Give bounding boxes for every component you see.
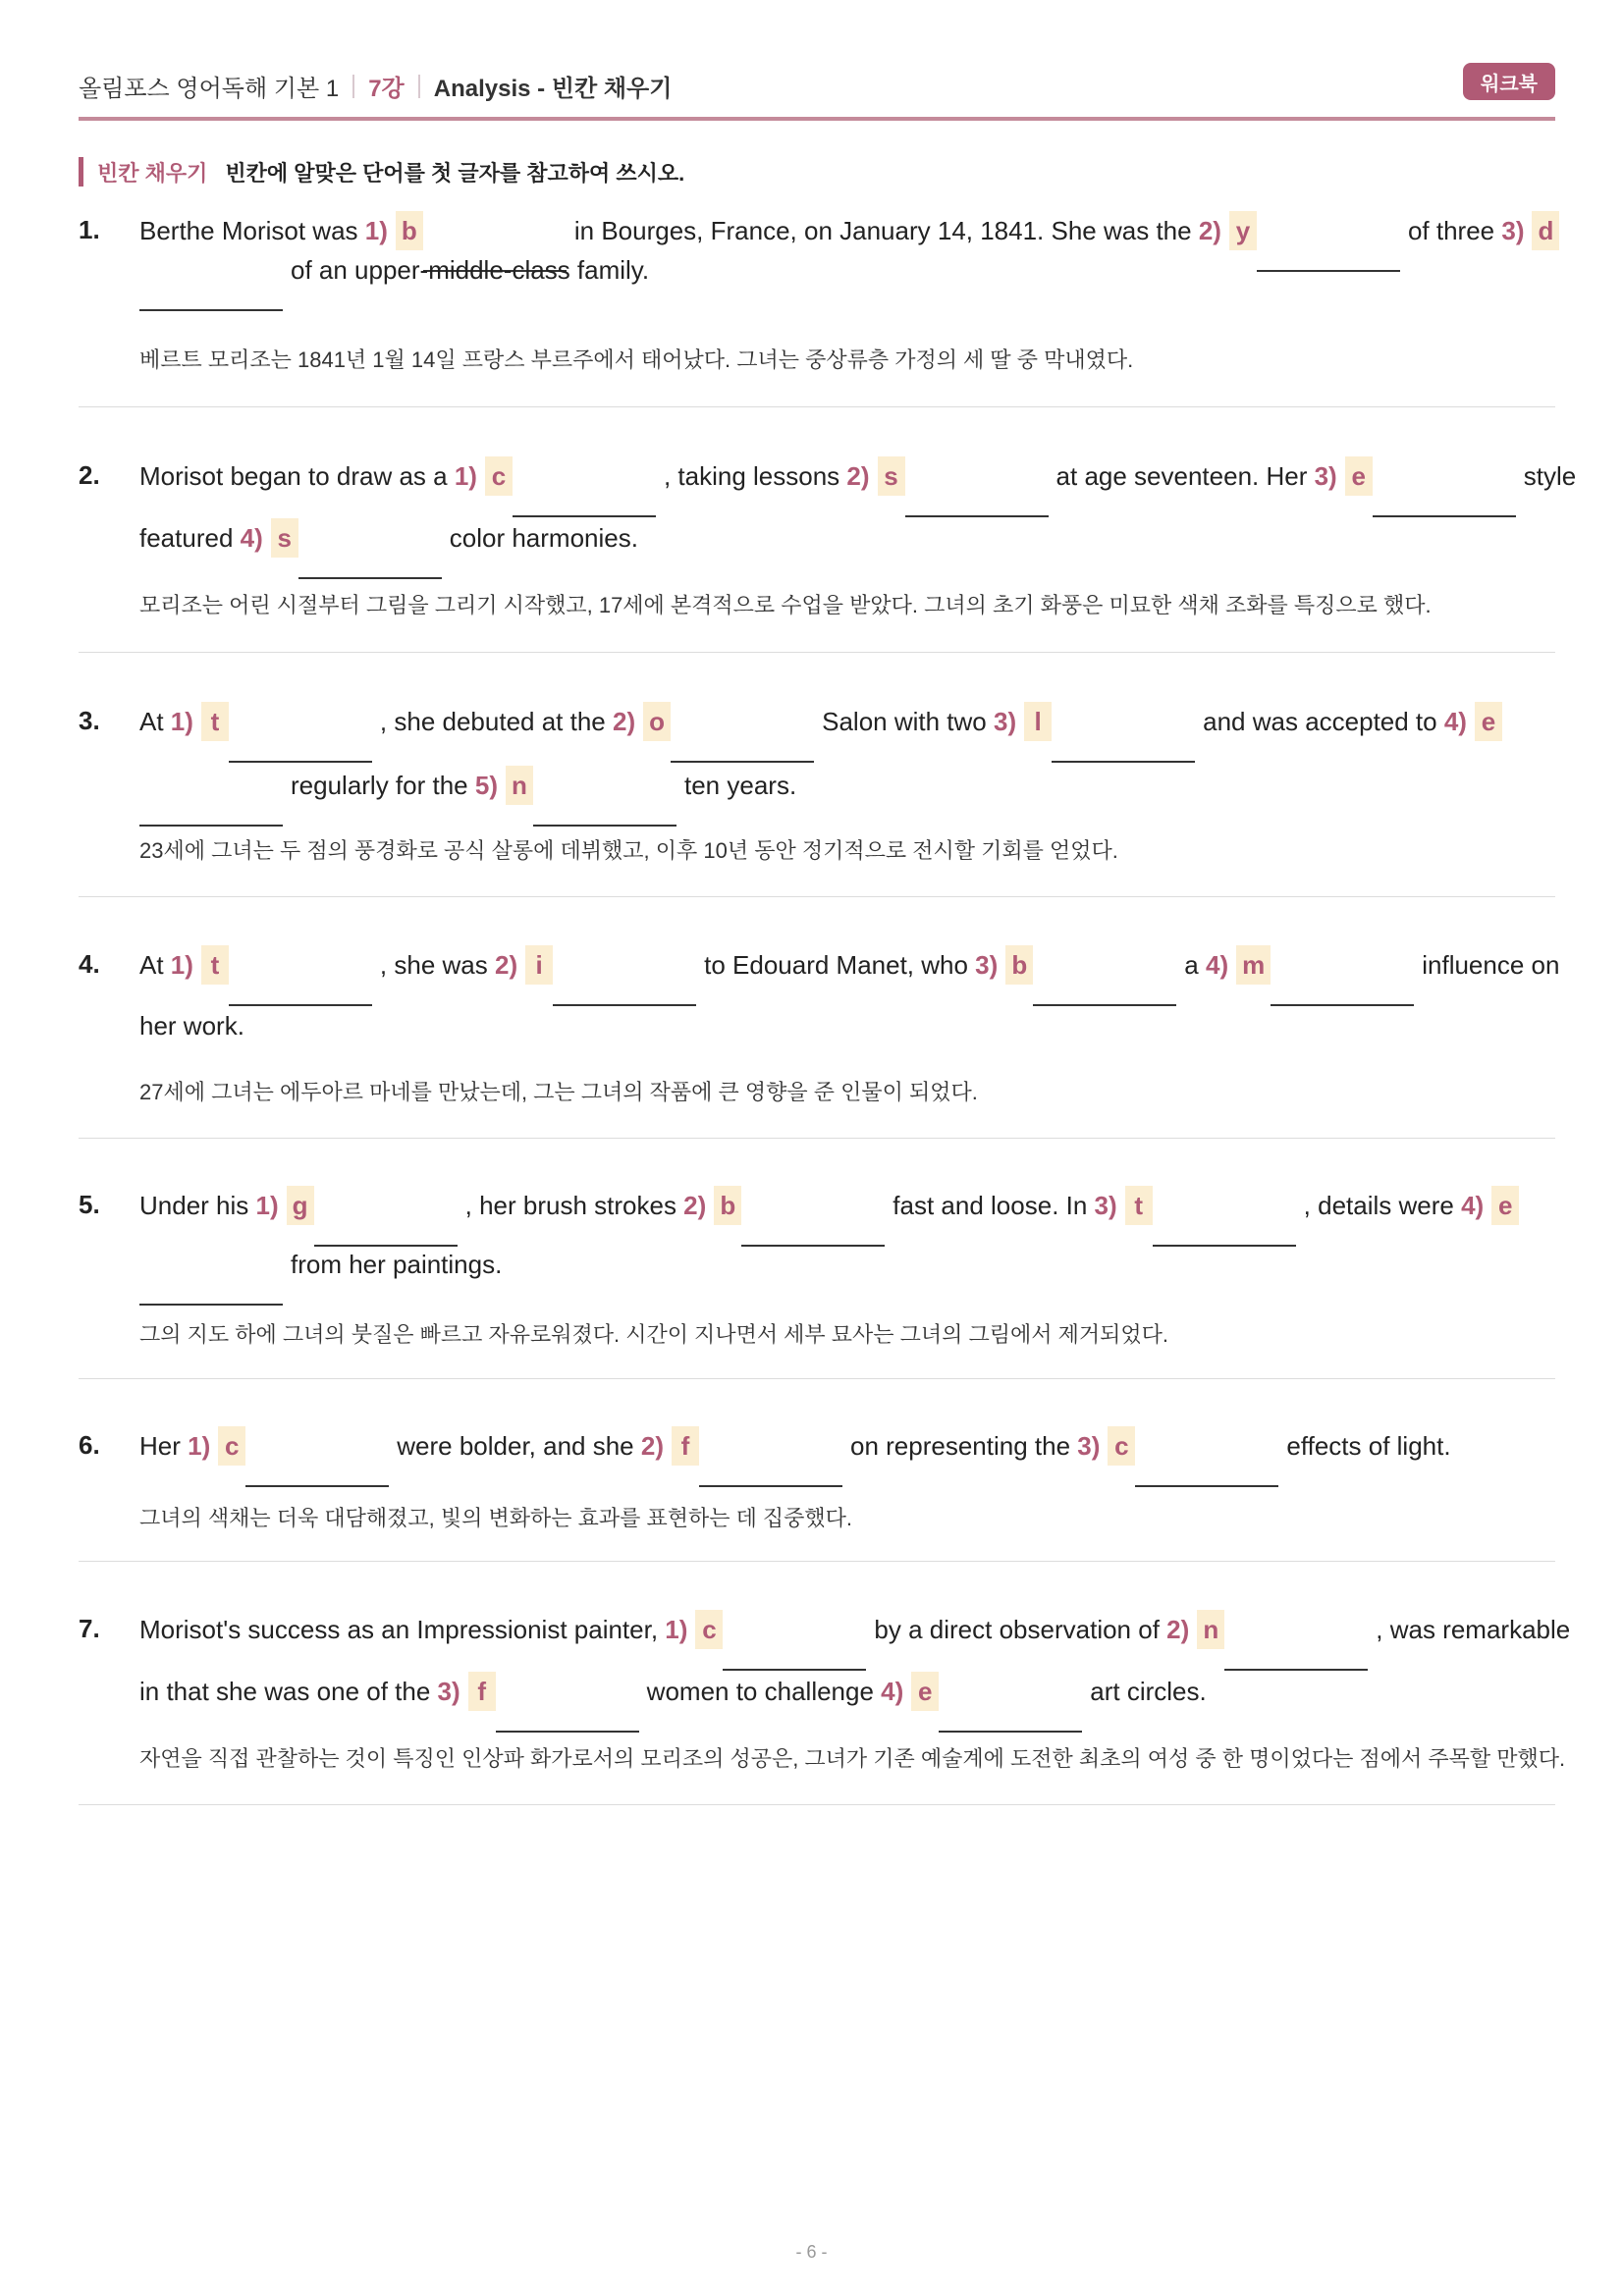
sentence-text: effects of light. xyxy=(1286,1431,1451,1461)
answer-blank[interactable] xyxy=(671,721,814,763)
blank-number: 3) xyxy=(1314,461,1337,491)
sentence-text: regularly for the xyxy=(291,771,475,800)
sentence-text: women to challenge xyxy=(646,1677,882,1706)
question-number: 5. xyxy=(79,1190,100,1219)
question-2 xyxy=(79,456,1577,652)
answer-blank[interactable] xyxy=(1224,1629,1368,1671)
sentence-text: on representing the xyxy=(850,1431,1078,1461)
sentence-line xyxy=(139,1006,1555,1045)
question-4 xyxy=(79,945,1560,1138)
sentence-line xyxy=(139,518,1555,560)
answer-blank[interactable] xyxy=(229,965,372,1006)
blank-number: 3) xyxy=(1094,1191,1117,1220)
sentence-text: , she was xyxy=(379,950,495,980)
question-number: 4. xyxy=(79,949,100,979)
sentence-text: from her paintings. xyxy=(291,1250,503,1279)
first-letter-hint: s xyxy=(271,518,298,558)
first-letter-hint: c xyxy=(695,1610,723,1649)
first-letter-hint: t xyxy=(201,945,229,985)
blank-number: 1) xyxy=(665,1615,688,1644)
first-letter-hint: e xyxy=(1491,1186,1519,1225)
question-number: 1. xyxy=(79,215,100,244)
first-letter-hint: g xyxy=(287,1186,314,1225)
book-title: 올림포스 영어독해 기본 1 xyxy=(79,76,340,102)
blank-number: 1) xyxy=(188,1431,211,1461)
first-letter-hint: t xyxy=(201,702,229,741)
korean-translation: 23세에 그녀는 두 점의 풍경화로 공식 살롱에 데뷔했고, 이후 10년 동안 정기적으로 전시할 기회를 얻었다. xyxy=(139,838,1118,863)
header-separator xyxy=(418,75,420,98)
first-letter-hint: b xyxy=(396,211,423,250)
sentence-text: At xyxy=(139,707,171,736)
answer-blank[interactable] xyxy=(1271,965,1414,1006)
blank-number: 2) xyxy=(1166,1615,1190,1644)
korean-translation: 모리조는 어린 시절부터 그림을 그리기 시작했고, 17세에 본격적으로 수업을 받았다. 그녀의 초기 화풍은 미묘한 색채 조화를 특징으로 했다. xyxy=(139,593,1432,617)
answer-blank[interactable] xyxy=(939,1691,1082,1733)
header-separator xyxy=(352,75,354,98)
answer-blank[interactable] xyxy=(1153,1205,1296,1247)
sentence-text: ten years. xyxy=(684,771,797,800)
blank-number: 2) xyxy=(640,1431,664,1461)
sentence-text: of three xyxy=(1407,216,1502,245)
answer-blank[interactable] xyxy=(139,1264,283,1306)
sentence-line xyxy=(139,1245,1555,1286)
answer-blank[interactable] xyxy=(723,1629,866,1671)
sentence-text: at age seventeen. Her xyxy=(1055,461,1315,491)
answer-blank[interactable] xyxy=(229,721,372,763)
question-6 xyxy=(79,1426,1555,1561)
sentence-text: fast and loose. In xyxy=(893,1191,1095,1220)
sentence-text: featured xyxy=(139,523,241,553)
question-divider xyxy=(79,406,1555,407)
workbook-badge: 워크북 xyxy=(1463,63,1555,100)
instruction xyxy=(79,157,684,187)
answer-blank[interactable] xyxy=(533,785,676,827)
first-letter-hint: o xyxy=(643,702,671,741)
first-letter-hint: n xyxy=(1197,1610,1224,1649)
sentence-text: style xyxy=(1523,461,1577,491)
answer-blank[interactable] xyxy=(139,785,283,827)
sentence-line xyxy=(139,766,1555,807)
first-letter-hint: l xyxy=(1024,702,1052,741)
blank-number: 4) xyxy=(1443,707,1467,736)
blank-number: 3) xyxy=(1501,216,1525,245)
answer-blank[interactable] xyxy=(905,476,1049,517)
sentence-line xyxy=(139,702,1555,743)
first-letter-hint: c xyxy=(1108,1426,1135,1466)
first-letter-hint: f xyxy=(672,1426,699,1466)
blank-number: 2) xyxy=(494,950,518,980)
blank-number: 1) xyxy=(170,707,193,736)
answer-blank[interactable] xyxy=(139,270,283,311)
korean-translation: 베르트 모리조는 1841년 1월 14일 프랑스 부르주에서 태어났다. 그녀는 중상류층 가정의 세 딸 중 막내였다. xyxy=(139,347,1134,372)
sentence-line xyxy=(139,1610,1571,1651)
question-3 xyxy=(79,702,1555,896)
blank-number: 1) xyxy=(364,216,388,245)
sentence-line xyxy=(139,1672,1555,1713)
blank-number: 1) xyxy=(170,950,193,980)
blank-number: 4) xyxy=(1205,950,1229,980)
blank-number: 3) xyxy=(437,1677,460,1706)
sentence-text: , she debuted at the xyxy=(379,707,613,736)
blank-number: 2) xyxy=(846,461,870,491)
sentence-text: , her brush strokes xyxy=(464,1191,684,1220)
first-letter-hint: m xyxy=(1236,945,1271,985)
sentence-text: , was remarkable xyxy=(1376,1615,1571,1644)
sentence-text: in that she was one of the xyxy=(139,1677,438,1706)
question-number: 7. xyxy=(79,1614,100,1643)
answer-blank[interactable] xyxy=(741,1205,885,1247)
sentence-text: Salon with two xyxy=(822,707,994,736)
answer-blank[interactable] xyxy=(1052,721,1195,763)
sentence-text: were bolder, and she xyxy=(397,1431,641,1461)
first-letter-hint: e xyxy=(1345,456,1373,496)
blank-number: 4) xyxy=(240,523,263,553)
page-header xyxy=(79,63,1555,120)
question-number: 2. xyxy=(79,460,100,490)
answer-blank[interactable] xyxy=(1033,965,1176,1006)
first-letter-hint: b xyxy=(714,1186,741,1225)
page-number: - 6 - xyxy=(795,2242,828,2262)
sentence-text: of an upper-middle-class family. xyxy=(291,255,650,285)
question-divider xyxy=(79,1804,1555,1805)
question-5 xyxy=(79,1186,1555,1378)
answer-blank[interactable] xyxy=(314,1205,458,1247)
sentence-text: and was accepted to xyxy=(1203,707,1444,736)
blank-number: 2) xyxy=(1198,216,1221,245)
sentence-line xyxy=(139,1186,1555,1227)
answer-blank[interactable] xyxy=(1373,476,1516,517)
first-letter-hint: e xyxy=(1475,702,1502,741)
answer-blank[interactable] xyxy=(245,1446,389,1487)
section-title: Analysis - 빈칸 채우기 xyxy=(433,76,673,102)
sentence-text: Her xyxy=(139,1431,189,1461)
blank-number: 4) xyxy=(1461,1191,1485,1220)
blank-number: 2) xyxy=(613,707,636,736)
question-divider xyxy=(79,1561,1555,1562)
question-1 xyxy=(79,211,1555,406)
header-rule xyxy=(79,117,1555,121)
sentence-text: her work. xyxy=(139,1011,244,1041)
first-letter-hint: n xyxy=(506,766,533,805)
sentence-text: At xyxy=(139,950,171,980)
first-letter-hint: y xyxy=(1229,211,1257,250)
first-letter-hint: i xyxy=(525,945,553,985)
sentence-text: Under his xyxy=(139,1191,256,1220)
question-7 xyxy=(79,1610,1571,1804)
answer-blank[interactable] xyxy=(553,965,696,1006)
sentence-line xyxy=(139,211,1555,252)
question-divider xyxy=(79,896,1555,897)
instruction-marker xyxy=(79,157,83,187)
blank-number: 5) xyxy=(474,771,498,800)
sentence-text: influence on xyxy=(1422,950,1560,980)
instruction-text: 빈칸에 알맞은 단어를 첫 글자를 참고하여 쓰시오. xyxy=(225,160,685,186)
answer-blank[interactable] xyxy=(513,476,656,517)
sentence-text: , details were xyxy=(1303,1191,1462,1220)
sentence-line xyxy=(139,1426,1555,1468)
instruction-label: 빈칸 채우기 xyxy=(97,160,208,186)
sentence-text: to Edouard Manet, who xyxy=(704,950,976,980)
first-letter-hint: t xyxy=(1125,1186,1153,1225)
sentence-text: Morisot's success as an Impressionist painter, xyxy=(139,1615,666,1644)
blank-number: 3) xyxy=(1077,1431,1101,1461)
lesson-number: 7강 xyxy=(368,76,405,102)
korean-translation: 그의 지도 하에 그녀의 붓질은 빠르고 자유로워졌다. 시간이 지나면서 세부 묘사는 그녀의 그림에서 제거되었다. xyxy=(139,1322,1169,1347)
korean-translation: 자연을 직접 관찰하는 것이 특징인 인상파 화가로서의 모리조의 성공은, 그녀가 기존 예술계에 도전한 최초의 여성 중 한 명이었다는 점에서 주목할 만했다. xyxy=(139,1746,1566,1771)
korean-translation: 그녀의 색채는 더욱 대담해졌고, 빛의 변화하는 효과를 표현하는 데 집중했다. xyxy=(139,1506,853,1530)
answer-blank[interactable] xyxy=(298,538,442,579)
blank-number: 3) xyxy=(975,950,999,980)
header-breadcrumb xyxy=(79,69,672,103)
question-divider xyxy=(79,1378,1555,1379)
first-letter-hint: e xyxy=(911,1672,939,1711)
sentence-text: art circles. xyxy=(1090,1677,1207,1706)
answer-blank[interactable] xyxy=(496,1691,639,1733)
korean-translation: 27세에 그녀는 에두아르 마네를 만났는데, 그는 그녀의 작품에 큰 영향을 준 인물이 되었다. xyxy=(139,1080,978,1104)
first-letter-hint: b xyxy=(1005,945,1033,985)
blank-number: 1) xyxy=(454,461,477,491)
blank-number: 2) xyxy=(683,1191,707,1220)
question-divider xyxy=(79,652,1555,653)
sentence-text: in Bourges, France, on January 14, 1841. She was the xyxy=(573,216,1199,245)
sentence-text: Berthe Morisot was xyxy=(139,216,365,245)
answer-blank[interactable] xyxy=(699,1446,842,1487)
sentence-text: color harmonies. xyxy=(449,523,638,553)
sentence-text: Morisot began to draw as a xyxy=(139,461,455,491)
sentence-text: by a direct observation of xyxy=(874,1615,1167,1644)
first-letter-hint: d xyxy=(1532,211,1559,250)
sentence-line xyxy=(139,945,1560,987)
first-letter-hint: c xyxy=(218,1426,245,1466)
blank-number: 3) xyxy=(994,707,1017,736)
first-letter-hint: s xyxy=(878,456,905,496)
question-number: 3. xyxy=(79,706,100,735)
first-letter-hint: f xyxy=(468,1672,496,1711)
sentence-line xyxy=(139,456,1577,498)
blank-number: 4) xyxy=(881,1677,904,1706)
sentence-text: , taking lessons xyxy=(663,461,847,491)
sentence-line xyxy=(139,250,1555,292)
answer-blank[interactable] xyxy=(1135,1446,1278,1487)
question-number: 6. xyxy=(79,1430,100,1460)
first-letter-hint: c xyxy=(485,456,513,496)
blank-number: 1) xyxy=(255,1191,279,1220)
question-divider xyxy=(79,1138,1555,1139)
sentence-text: a xyxy=(1184,950,1206,980)
